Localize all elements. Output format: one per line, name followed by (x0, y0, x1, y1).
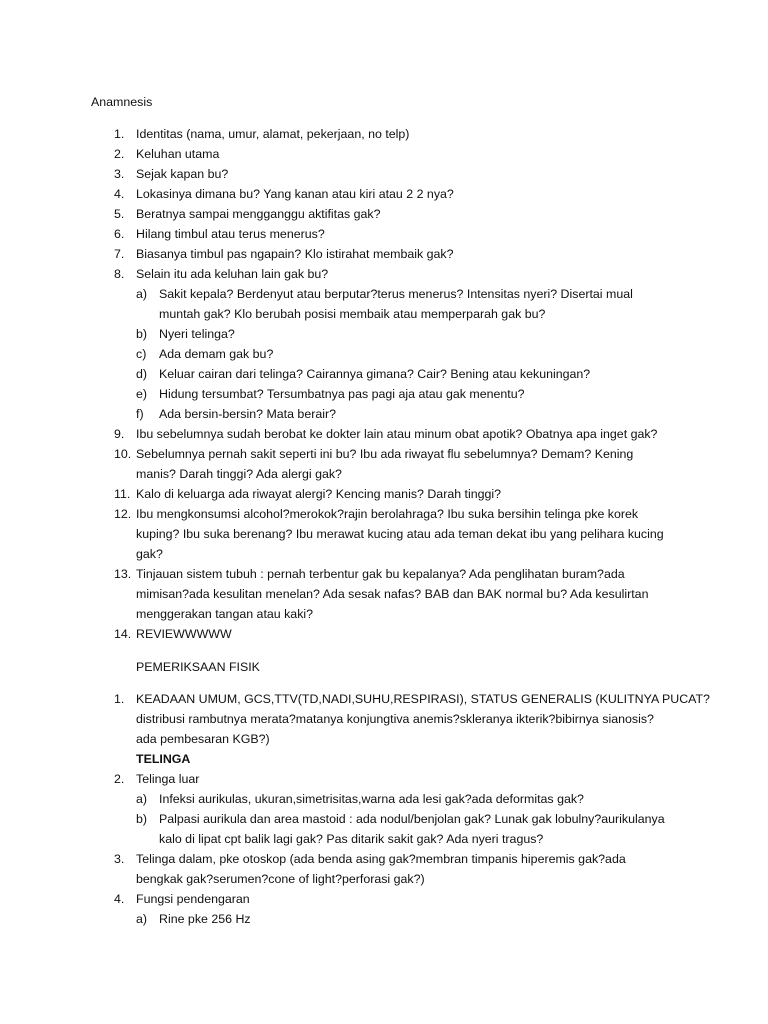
sub-item-letter: f) (136, 407, 144, 421)
item-text: Ibu mengkonsumsi alcohol?merokok?rajin berolahraga? Ibu suka bersihin telinga pke korek (136, 507, 639, 521)
item-text: Telinga dalam, pke otoskop (ada benda asing gak?membran timpanis hiperemis gak?ada (136, 852, 626, 866)
sub-item-text: Infeksi aurikulas, ukuran,simetrisitas,warna ada lesi gak?ada deformitas gak? (159, 792, 584, 806)
section-title-pemeriksaan-fisik: PEMERIKSAAN FISIK (136, 660, 260, 674)
item-text: KEADAAN UMUM, GCS,TTV(TD,NADI,SUHU,RESPIRASI), STATUS GENERALIS (KULITNYA PUCAT? (136, 692, 710, 706)
item-text: mimisan?ada kesulitan menelan? Ada sesak nafas? BAB dan BAK normal bu? Ada kesulirtan (136, 587, 649, 601)
item-number: 5. (114, 207, 125, 221)
item-text: ada pembesaran KGB?) (136, 732, 270, 746)
item-text: Identitas (nama, umur, alamat, pekerjaan, no telp) (136, 127, 410, 141)
item-text: Biasanya timbul pas ngapain? Klo istirahat membaik gak? (136, 247, 454, 261)
item-number: 3. (114, 167, 125, 181)
sub-item-letter: b) (136, 812, 148, 826)
sub-item-text: Palpasi aurikula dan area mastoid : ada nodul/benjolan gak? Lunak gak lobulny?aurikulanya (159, 812, 665, 826)
sub-item-letter: a) (136, 912, 148, 926)
item-number: 1. (114, 692, 125, 706)
item-text: gak? (136, 547, 163, 561)
item-text: Hilang timbul atau terus menerus? (136, 227, 325, 241)
item-number: 8. (114, 267, 125, 281)
sub-item-text: Sakit kepala? Berdenyut atau berputar?terus menerus? Intensitas nyeri? Disertai mual (159, 287, 633, 301)
item-number: 3. (114, 852, 125, 866)
sub-item-letter: c) (136, 347, 147, 361)
sub-item-text: muntah gak? Klo berubah posisi membaik atau memperparah gak bu? (159, 307, 546, 321)
sub-item-text: kalo di lipat cpt balik lagi gak? Pas ditarik sakit gak? Ada nyeri tragus? (159, 832, 544, 846)
item-text: menggerakan tangan atau kaki? (136, 607, 314, 621)
item-text: Telinga luar (136, 772, 200, 786)
item-number: 2. (114, 147, 125, 161)
item-number: 12. (114, 507, 132, 521)
item-text: Selain itu ada keluhan lain gak bu? (136, 267, 329, 281)
item-number: 14. (114, 627, 132, 641)
sub-item-text: Hidung tersumbat? Tersumbatnya pas pagi aja atau gak menentu? (159, 387, 525, 401)
item-text: Ibu sebelumnya sudah berobat ke dokter lain atau minum obat apotik? Obatnya apa inget gak? (136, 427, 658, 441)
sub-item-text: Nyeri telinga? (159, 327, 235, 341)
item-text: Lokasinya dimana bu? Yang kanan atau kiri atau 2 2 nya? (136, 187, 454, 201)
item-number: 1. (114, 127, 125, 141)
sub-item-text: Keluar cairan dari telinga? Cairannya gimana? Cair? Bening atau kekuningan? (159, 367, 591, 381)
item-number: 4. (114, 892, 125, 906)
item-text: kuping? Ibu suka berenang? Ibu merawat kucing atau ada teman dekat ibu yang pelihara kucing (136, 527, 664, 541)
item-number: 7. (114, 247, 125, 261)
item-number: 9. (114, 427, 125, 441)
item-text: Sejak kapan bu? (136, 167, 229, 181)
item-number: 2. (114, 772, 125, 786)
item-number: 6. (114, 227, 125, 241)
item-text: distribusi rambutnya merata?matanya konjungtiva anemis?skleranya ikterik?bibirnya sianosis? (136, 712, 654, 726)
item-number: 13. (114, 567, 132, 581)
sub-item-letter: d) (136, 367, 148, 381)
sub-item-letter: a) (136, 792, 148, 806)
item-text: Beratnya sampai mengganggu aktifitas gak? (136, 207, 381, 221)
item-text: Sebelumnya pernah sakit seperti ini bu? Ibu ada riwayat flu sebelumnya? Demam? Kening (136, 447, 634, 461)
sub-item-text: Rine pke 256 Hz (159, 912, 251, 926)
sub-item-text: Ada demam gak bu? (159, 347, 274, 361)
sub-item-letter: a) (136, 287, 148, 301)
sub-item-letter: b) (136, 327, 148, 341)
item-text: REVIEWWWWW (136, 627, 232, 641)
item-text: Fungsi pendengaran (136, 892, 250, 906)
item-text: Kalo di keluarga ada riwayat alergi? Kencing manis? Darah tinggi? (136, 487, 502, 501)
item-text: Tinjauan sistem tubuh : pernah terbentur gak bu kepalanya? Ada penglihatan buram?ada (136, 567, 625, 581)
subheading-telinga: TELINGA (136, 752, 191, 766)
item-text: bengkak gak?serumen?cone of light?perforasi gak?) (136, 872, 425, 886)
sub-item-text: Ada bersin-bersin? Mata berair? (159, 407, 337, 421)
sub-item-letter: e) (136, 387, 148, 401)
section-title-anamnesis: Anamnesis (91, 95, 153, 109)
item-text: manis? Darah tinggi? Ada alergi gak? (136, 467, 342, 481)
item-number: 10. (114, 447, 132, 461)
item-text: Keluhan utama (136, 147, 220, 161)
item-number: 11. (114, 487, 131, 501)
item-number: 4. (114, 187, 125, 201)
